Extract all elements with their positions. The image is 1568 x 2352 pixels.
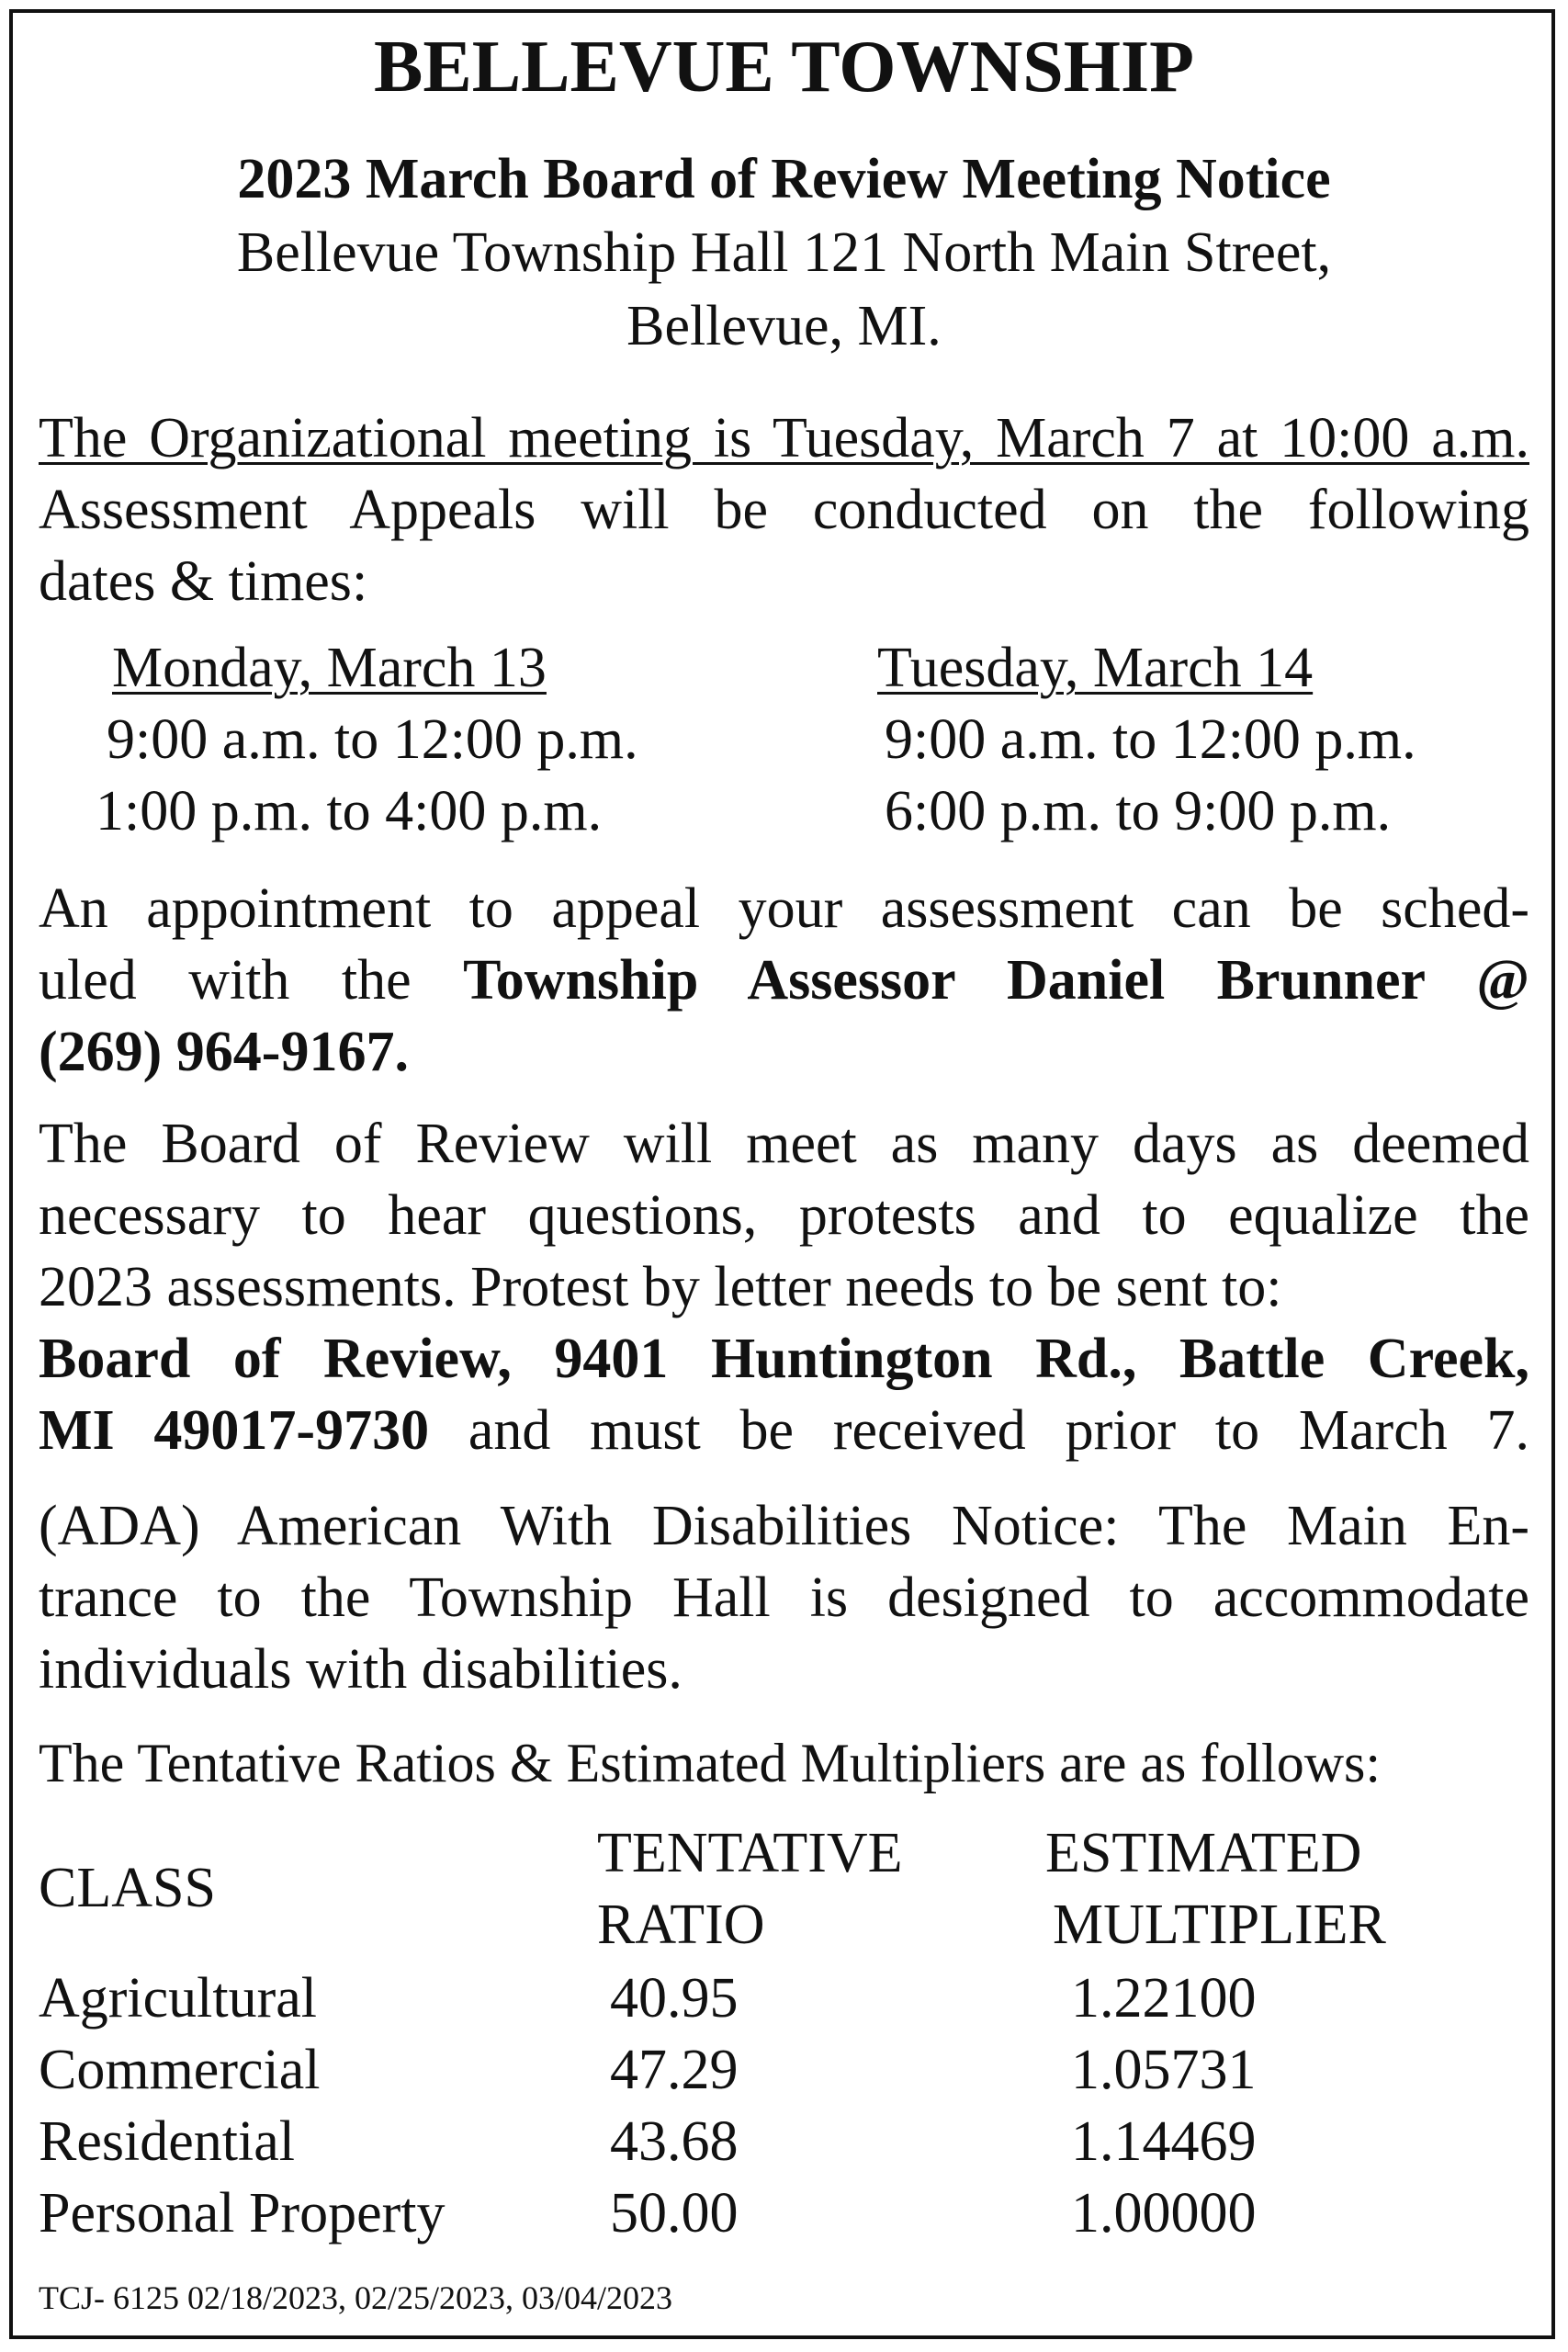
table-row-ratio: 47.29: [610, 2039, 739, 2101]
appointment-line-2: [39, 944, 1529, 1016]
board-deadline: and must be received prior to March 7.: [429, 1399, 1530, 1462]
notice-subtitle: 2023 March Board of Review Meeting Notice: [237, 148, 1331, 210]
schedule-slot: 9:00 a.m. to 12:00 p.m.: [107, 708, 638, 771]
schedule-date: Tuesday, March 14: [877, 637, 1314, 699]
table-header-mult-bottom: MULTIPLIER: [1053, 1894, 1386, 1956]
table-row-class: Commercial: [39, 2039, 321, 2101]
schedule-slot: 6:00 p.m. to 9:00 p.m.: [885, 780, 1392, 842]
address-line-2: Bellevue, MI.: [626, 295, 942, 357]
ratios-intro: The Tentative Ratios & Estimated Multipliers are as follows:: [39, 1733, 1382, 1793]
publication-footer: TCJ- 6125 02/18/2023, 02/25/2023, 03/04/2023: [39, 2279, 673, 2316]
schedule-day-tuesday: [877, 632, 1416, 847]
table-ratio-column: [610, 1962, 739, 2249]
appeals-line-2: dates & times:: [39, 550, 368, 613]
board-line-5: [39, 1395, 1529, 1466]
table-header-class: CLASS: [39, 1857, 216, 1919]
board-zip: MI 49017-9730: [39, 1399, 430, 1462]
ada-line-1: (ADA) American With Disabilities Notice: The Main En-: [39, 1495, 1529, 1557]
table-row-multiplier: 1.22100: [1071, 1967, 1257, 2030]
board-line-3: 2023 assessments. Protest by letter needs to be sent to:: [39, 1256, 1282, 1318]
table-header-ratio-top: TENTATIVE: [597, 1822, 903, 1884]
table-row-multiplier: 1.00000: [1071, 2182, 1257, 2245]
schedule-slot: 9:00 a.m. to 12:00 p.m.: [885, 708, 1416, 771]
ada-line-3: individuals with disabilities.: [39, 1638, 682, 1701]
table-multiplier-column: [1071, 1962, 1257, 2249]
table-header-ratio-bottom: RATIO: [597, 1894, 765, 1956]
table-row-ratio: 50.00: [610, 2182, 739, 2245]
table-header-mult-top: ESTIMATED: [1045, 1822, 1362, 1884]
table-row-multiplier: 1.05731: [1071, 2039, 1257, 2101]
notice-title: BELLEVUE TOWNSHIP: [374, 27, 1194, 107]
schedule-date: Monday, March 13: [112, 637, 547, 699]
ada-line-2: trance to the Township Hall is designed to accommodate: [39, 1566, 1529, 1629]
board-line-2: necessary to hear questions, protests and to equalize the: [39, 1184, 1529, 1247]
schedule-slot: 1:00 p.m. to 4:00 p.m.: [96, 780, 603, 842]
organizational-meeting: [39, 402, 1529, 474]
schedule-day-monday: [96, 632, 638, 847]
table-row-class: Personal Property: [39, 2182, 446, 2245]
assessor-phone: (269) 964-9167.: [39, 1021, 409, 1083]
table-row-class: Agricultural: [39, 1967, 318, 2030]
table-header-multiplier: [1045, 1817, 1386, 1961]
appeals-line-1: Assessment Appeals will be conducted on the following: [39, 479, 1529, 541]
board-address: Board of Review, 9401 Huntington Rd., Battle Creek,: [39, 1328, 1529, 1390]
organizational-meeting-text: The Organizational meeting is Tuesday, March 7 at 10:00 a.m.: [39, 407, 1529, 469]
table-class-column: [39, 1962, 446, 2249]
table-row-class: Residential: [39, 2110, 295, 2173]
appointment-line-1: An appointment to appeal your assessment can be sched-: [39, 877, 1529, 940]
table-header-ratio: [597, 1817, 903, 1961]
board-line-1: The Board of Review will meet as many days as deemed: [39, 1113, 1529, 1175]
appointment-text: uled with the: [39, 949, 464, 1012]
assessor-contact: Township Assessor Daniel Brunner @: [463, 949, 1529, 1012]
table-row-ratio: 43.68: [610, 2110, 739, 2173]
table-row-ratio: 40.95: [610, 1967, 739, 2030]
address-line-1: Bellevue Township Hall 121 North Main Street,: [236, 221, 1332, 284]
table-row-multiplier: 1.14469: [1071, 2110, 1257, 2173]
